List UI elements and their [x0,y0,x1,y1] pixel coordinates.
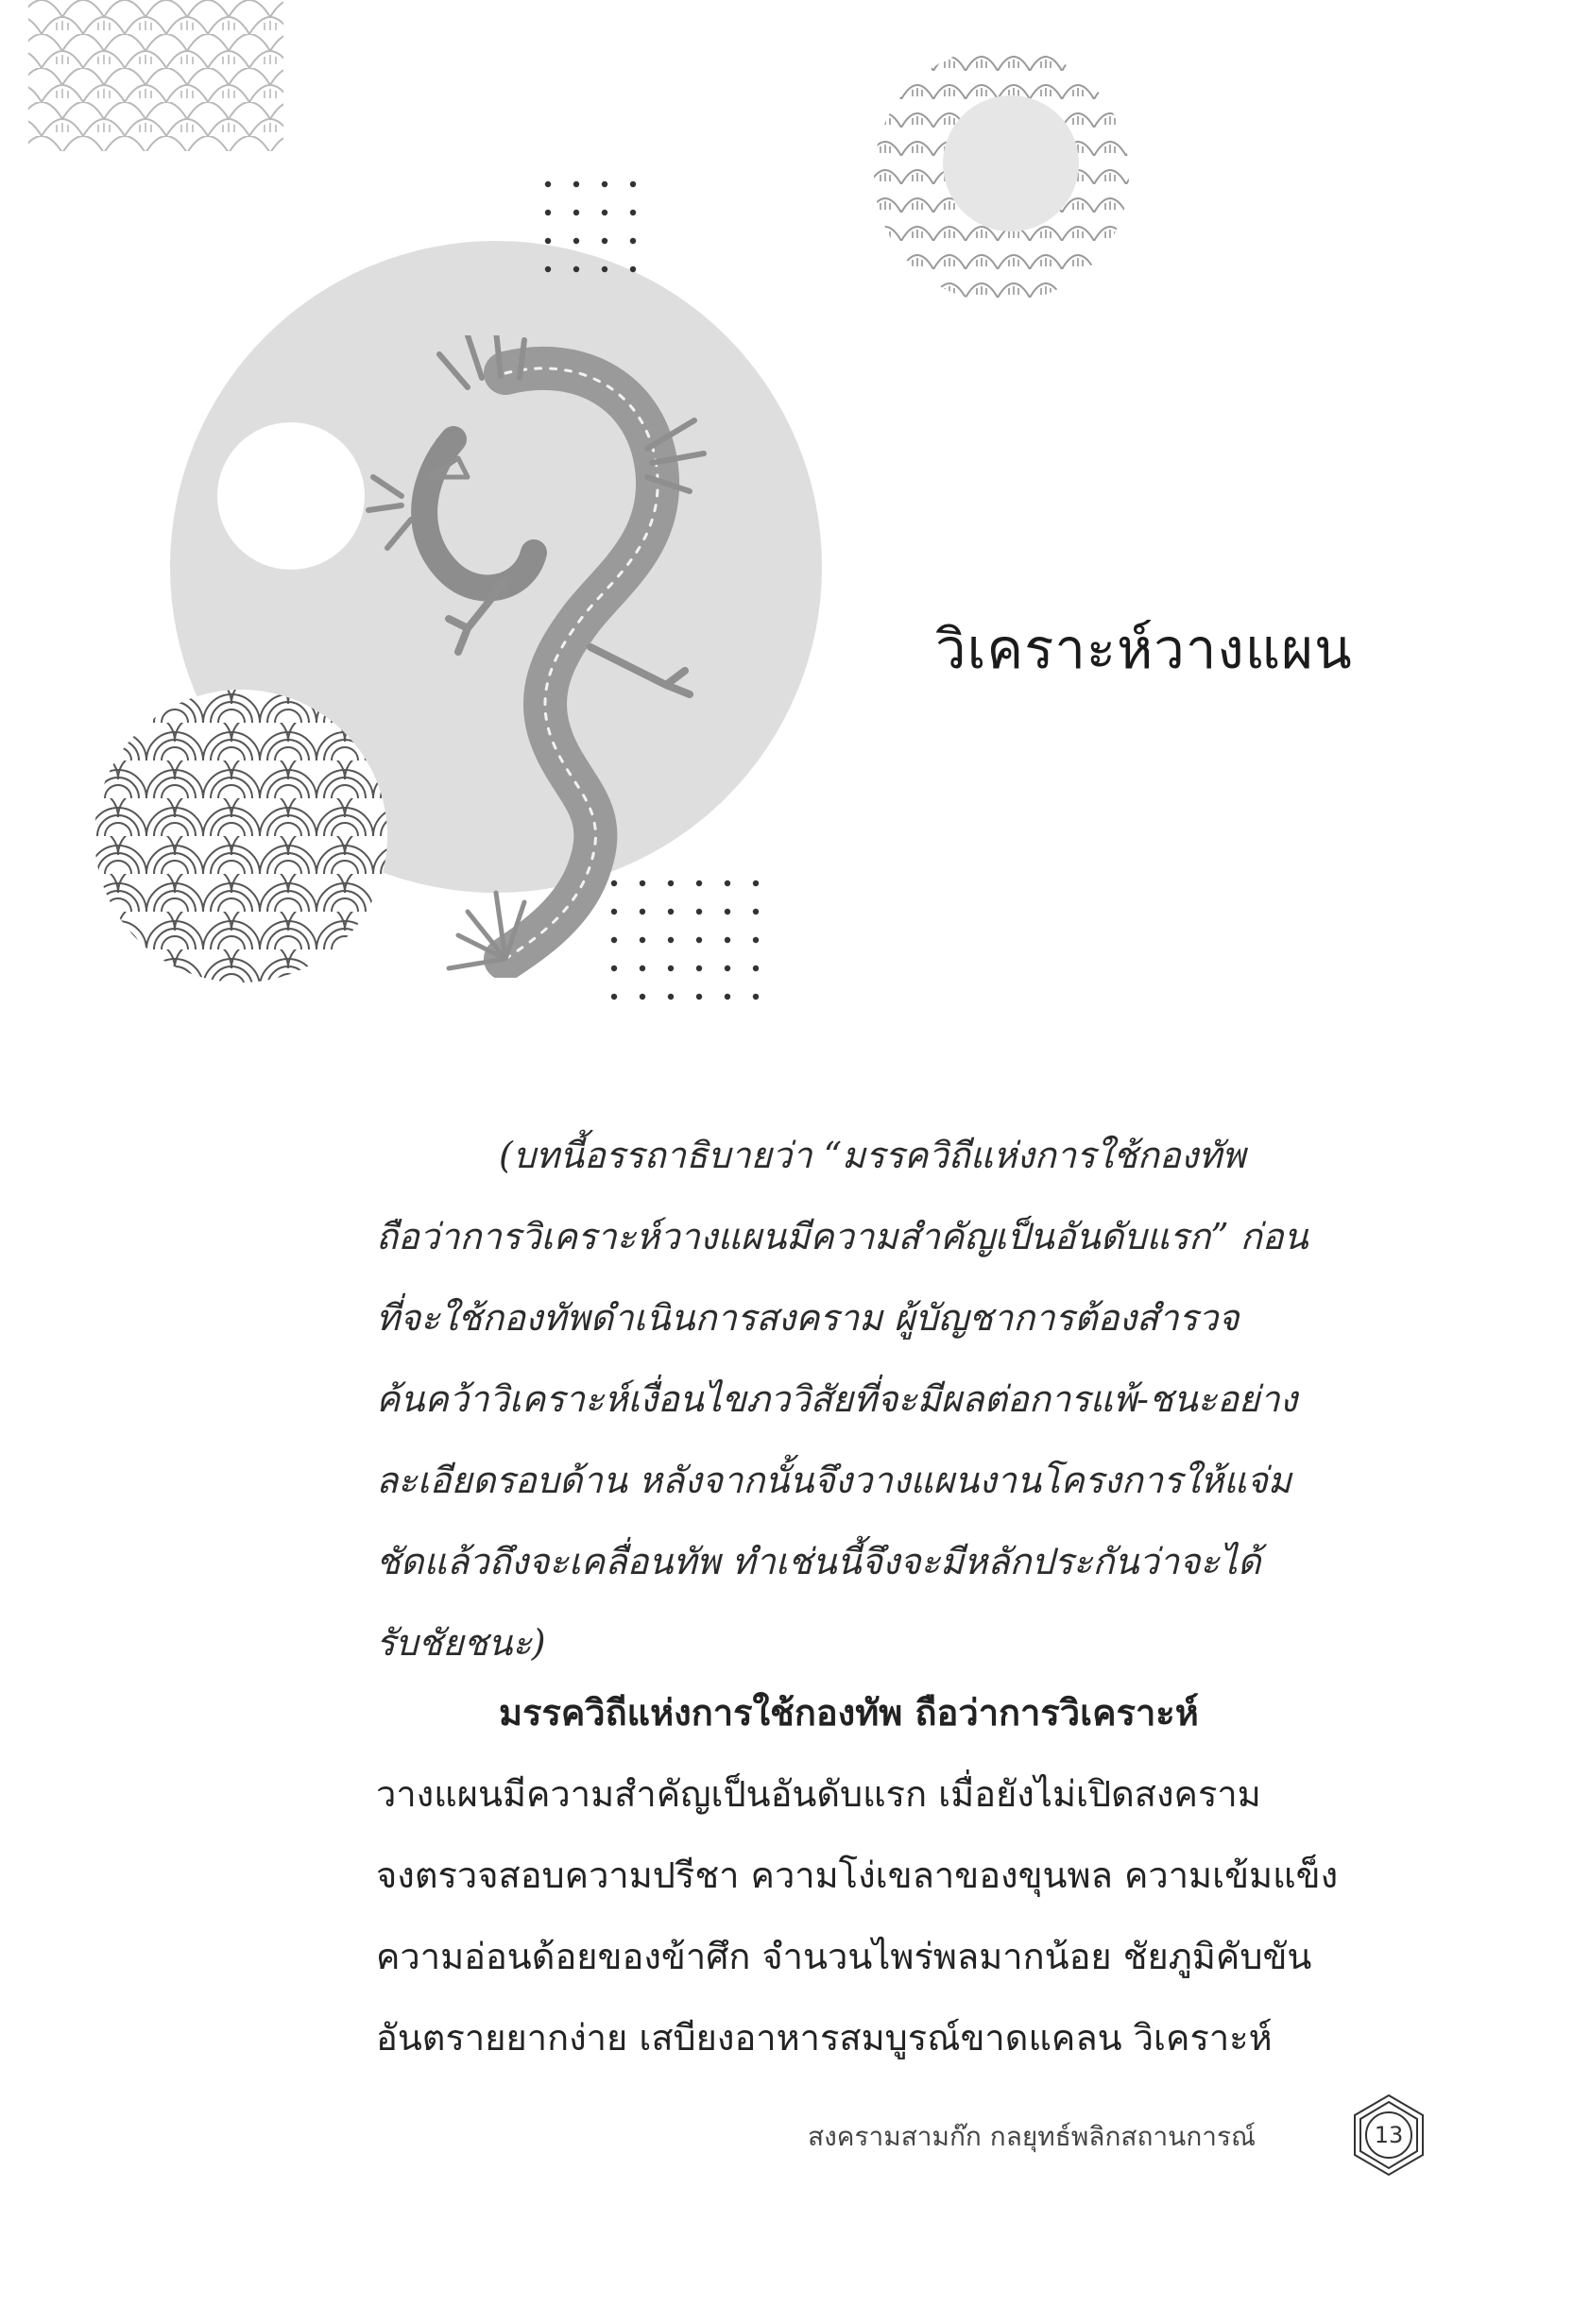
summary-line: รับชัยชนะ) [376,1622,546,1664]
summary-line: ถือว่าการวิเคราะห์วางแผนมีความสำคัญเป็นอันดับแรก” ก่อน [376,1216,1308,1257]
summary-line: ชัดแล้วถึงจะเคลื่อนทัพ ทำเช่นนี้จึงจะมีหลักประกันว่าจะได้ [376,1541,1261,1582]
body-line: อันตรายยากง่าย เสบียงอาหารสมบูรณ์ขาดแคลน วิเคราะห์ [376,2017,1273,2059]
patterned-ring-top-right [869,43,1134,307]
chapter-title: วิเคราะห์วางแผน [935,617,1353,681]
body-line: ความอ่อนด้อยของข้าศึก จำนวนไพร่พลมากน้อย ชัยภูมิคับขัน [376,1936,1312,1977]
body-paragraph [376,1672,1368,2078]
page-number-badge [1346,2093,1431,2178]
body-line: วางแผนมีความสำคัญเป็นอันดับแรก เมื่อยังไม่เปิดสงคราม [376,1773,1261,1815]
running-footer-title: สงครามสามก๊ก กลยุทธ์พลิกสถานการณ์ [808,2121,1257,2152]
dot-grid-bottom [605,874,794,1025]
chapter-summary [376,1115,1368,1683]
summary-line: ที่จะใช้กองทัพดำเนินการสงคราม ผู้บัญชาการต้องสำรวจ [376,1297,1240,1339]
scale-pattern-top-left [0,0,283,161]
summary-line: ค้นคว้าวิเคราะห์เงื่อนไขภววิสัยที่จะมีผลต่อการแพ้-ชนะอย่าง [376,1378,1298,1420]
wave-pattern-circle [90,685,392,987]
summary-line: (บทนี้อรรถาธิบายว่า “มรรควิถีแห่งการใช้กองทัพ [499,1135,1246,1176]
body-lead-bold: มรรควิถีแห่งการใช้กองทัพ ถือว่าการวิเคราะห์ [499,1692,1199,1734]
summary-line: ละเอียดรอบด้าน หลังจากนั้นจึงวางแผนงานโครงการให้แจ่ม [376,1460,1291,1501]
page-number: 13 [1374,2122,1404,2148]
body-line: จงตรวจสอบความปรีชา ความโง่เขลาของขุนพล ความเข้มแข็ง [376,1854,1339,1896]
dot-grid-top [539,175,671,288]
